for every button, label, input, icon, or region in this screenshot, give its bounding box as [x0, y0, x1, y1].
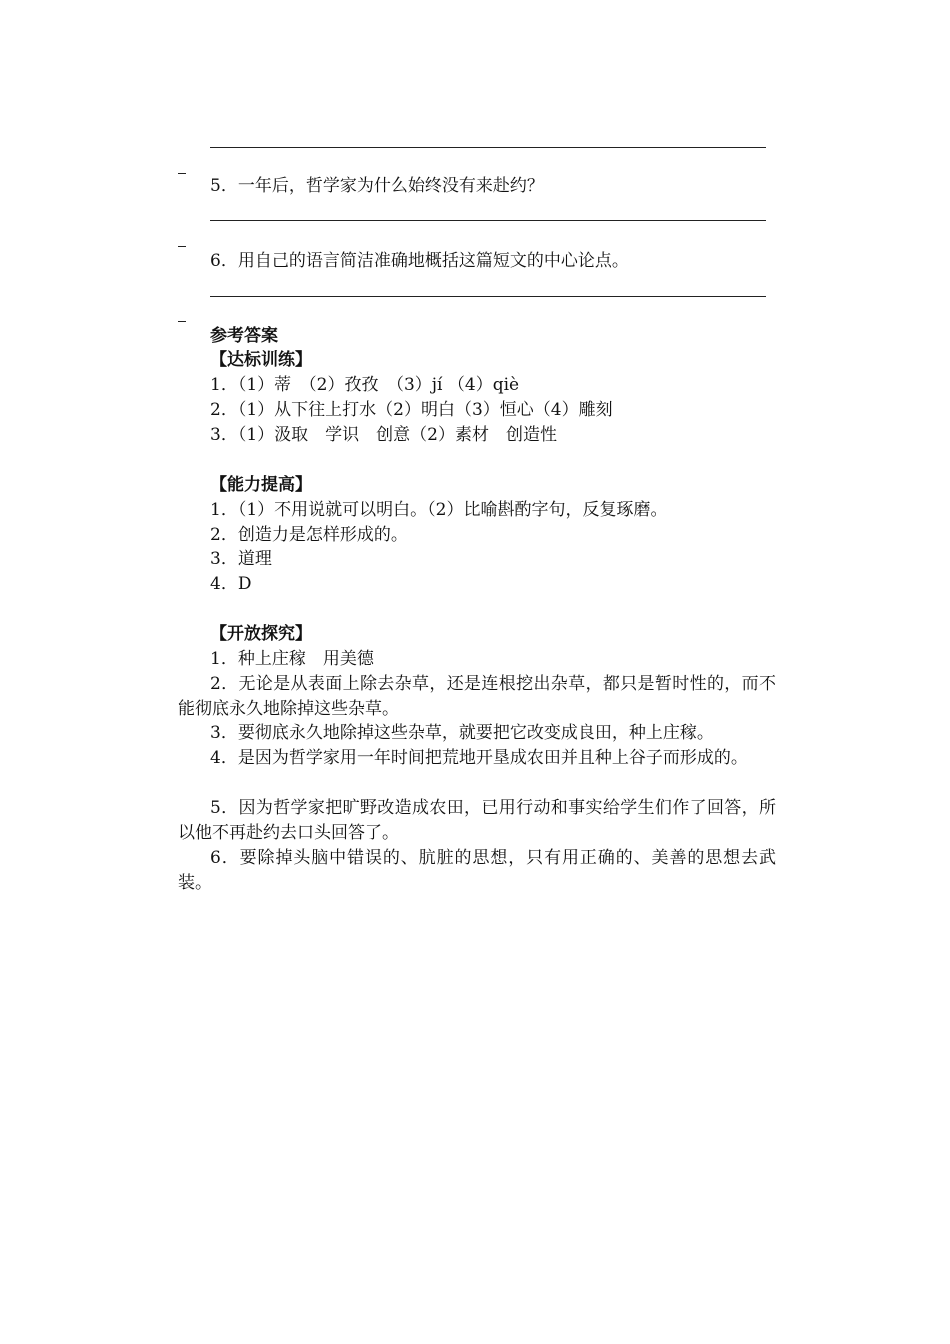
section-heading-standard-training: 【达标训练】: [210, 350, 312, 370]
answer-item: 1．（1）不用说就可以明白。（2）比喻斟酌字句，反复琢磨。: [210, 500, 668, 520]
answers-title: 参考答案: [210, 326, 278, 346]
line-end-mark: [178, 246, 186, 247]
answer-paragraph: 6．要除掉头脑中错误的、肮脏的思想，只有用正确的、美善的思想去武装。: [178, 848, 776, 893]
question-6: 6．用自己的语言简洁准确地概括这篇短文的中心论点。: [210, 251, 629, 271]
answer-blank-line[interactable]: [210, 147, 766, 148]
answer-item: 1．（1）蒂 （2）孜孜 （3）jí （4）qiè: [210, 375, 520, 395]
section-heading-ability-improvement: 【能力提高】: [210, 475, 312, 495]
answer-paragraph: 5．因为哲学家把旷野改造成农田，已用行动和事实给学生们作了回答，所以他不再赴约去口头回答了。: [178, 798, 776, 843]
answer-paragraph: 3．要彻底永久地除掉这些杂草，就要把它改变成良田，种上庄稼。: [210, 723, 714, 743]
answer-item: 2．（1）从下往上打水（2）明白（3）恒心（4）雕刻: [210, 400, 613, 420]
answer-item: 1．种上庄稼 用美德: [210, 649, 374, 669]
answer-item: 3．道理: [210, 549, 272, 569]
answer-blank-line[interactable]: [210, 296, 766, 297]
answer-item: 3．（1）汲取 学识 创意（2）素材 创造性: [210, 425, 557, 445]
answer-item: 4．D: [210, 574, 252, 594]
answer-blank-line[interactable]: [210, 220, 766, 221]
section-heading-open-exploration: 【开放探究】: [210, 624, 312, 644]
line-end-mark: [178, 321, 186, 322]
line-end-mark: [178, 173, 186, 174]
answer-paragraph: 2．无论是从表面上除去杂草，还是连根挖出杂草，都只是暂时性的，而不能彻底永久地除掉这些杂草。: [178, 674, 776, 719]
answer-paragraph: 4．是因为哲学家用一年时间把荒地开垦成农田并且种上谷子而形成的。: [210, 748, 748, 768]
question-5: 5．一年后，哲学家为什么始终没有来赴约？: [210, 176, 544, 196]
answer-item: 2．创造力是怎样形成的。: [210, 525, 408, 545]
